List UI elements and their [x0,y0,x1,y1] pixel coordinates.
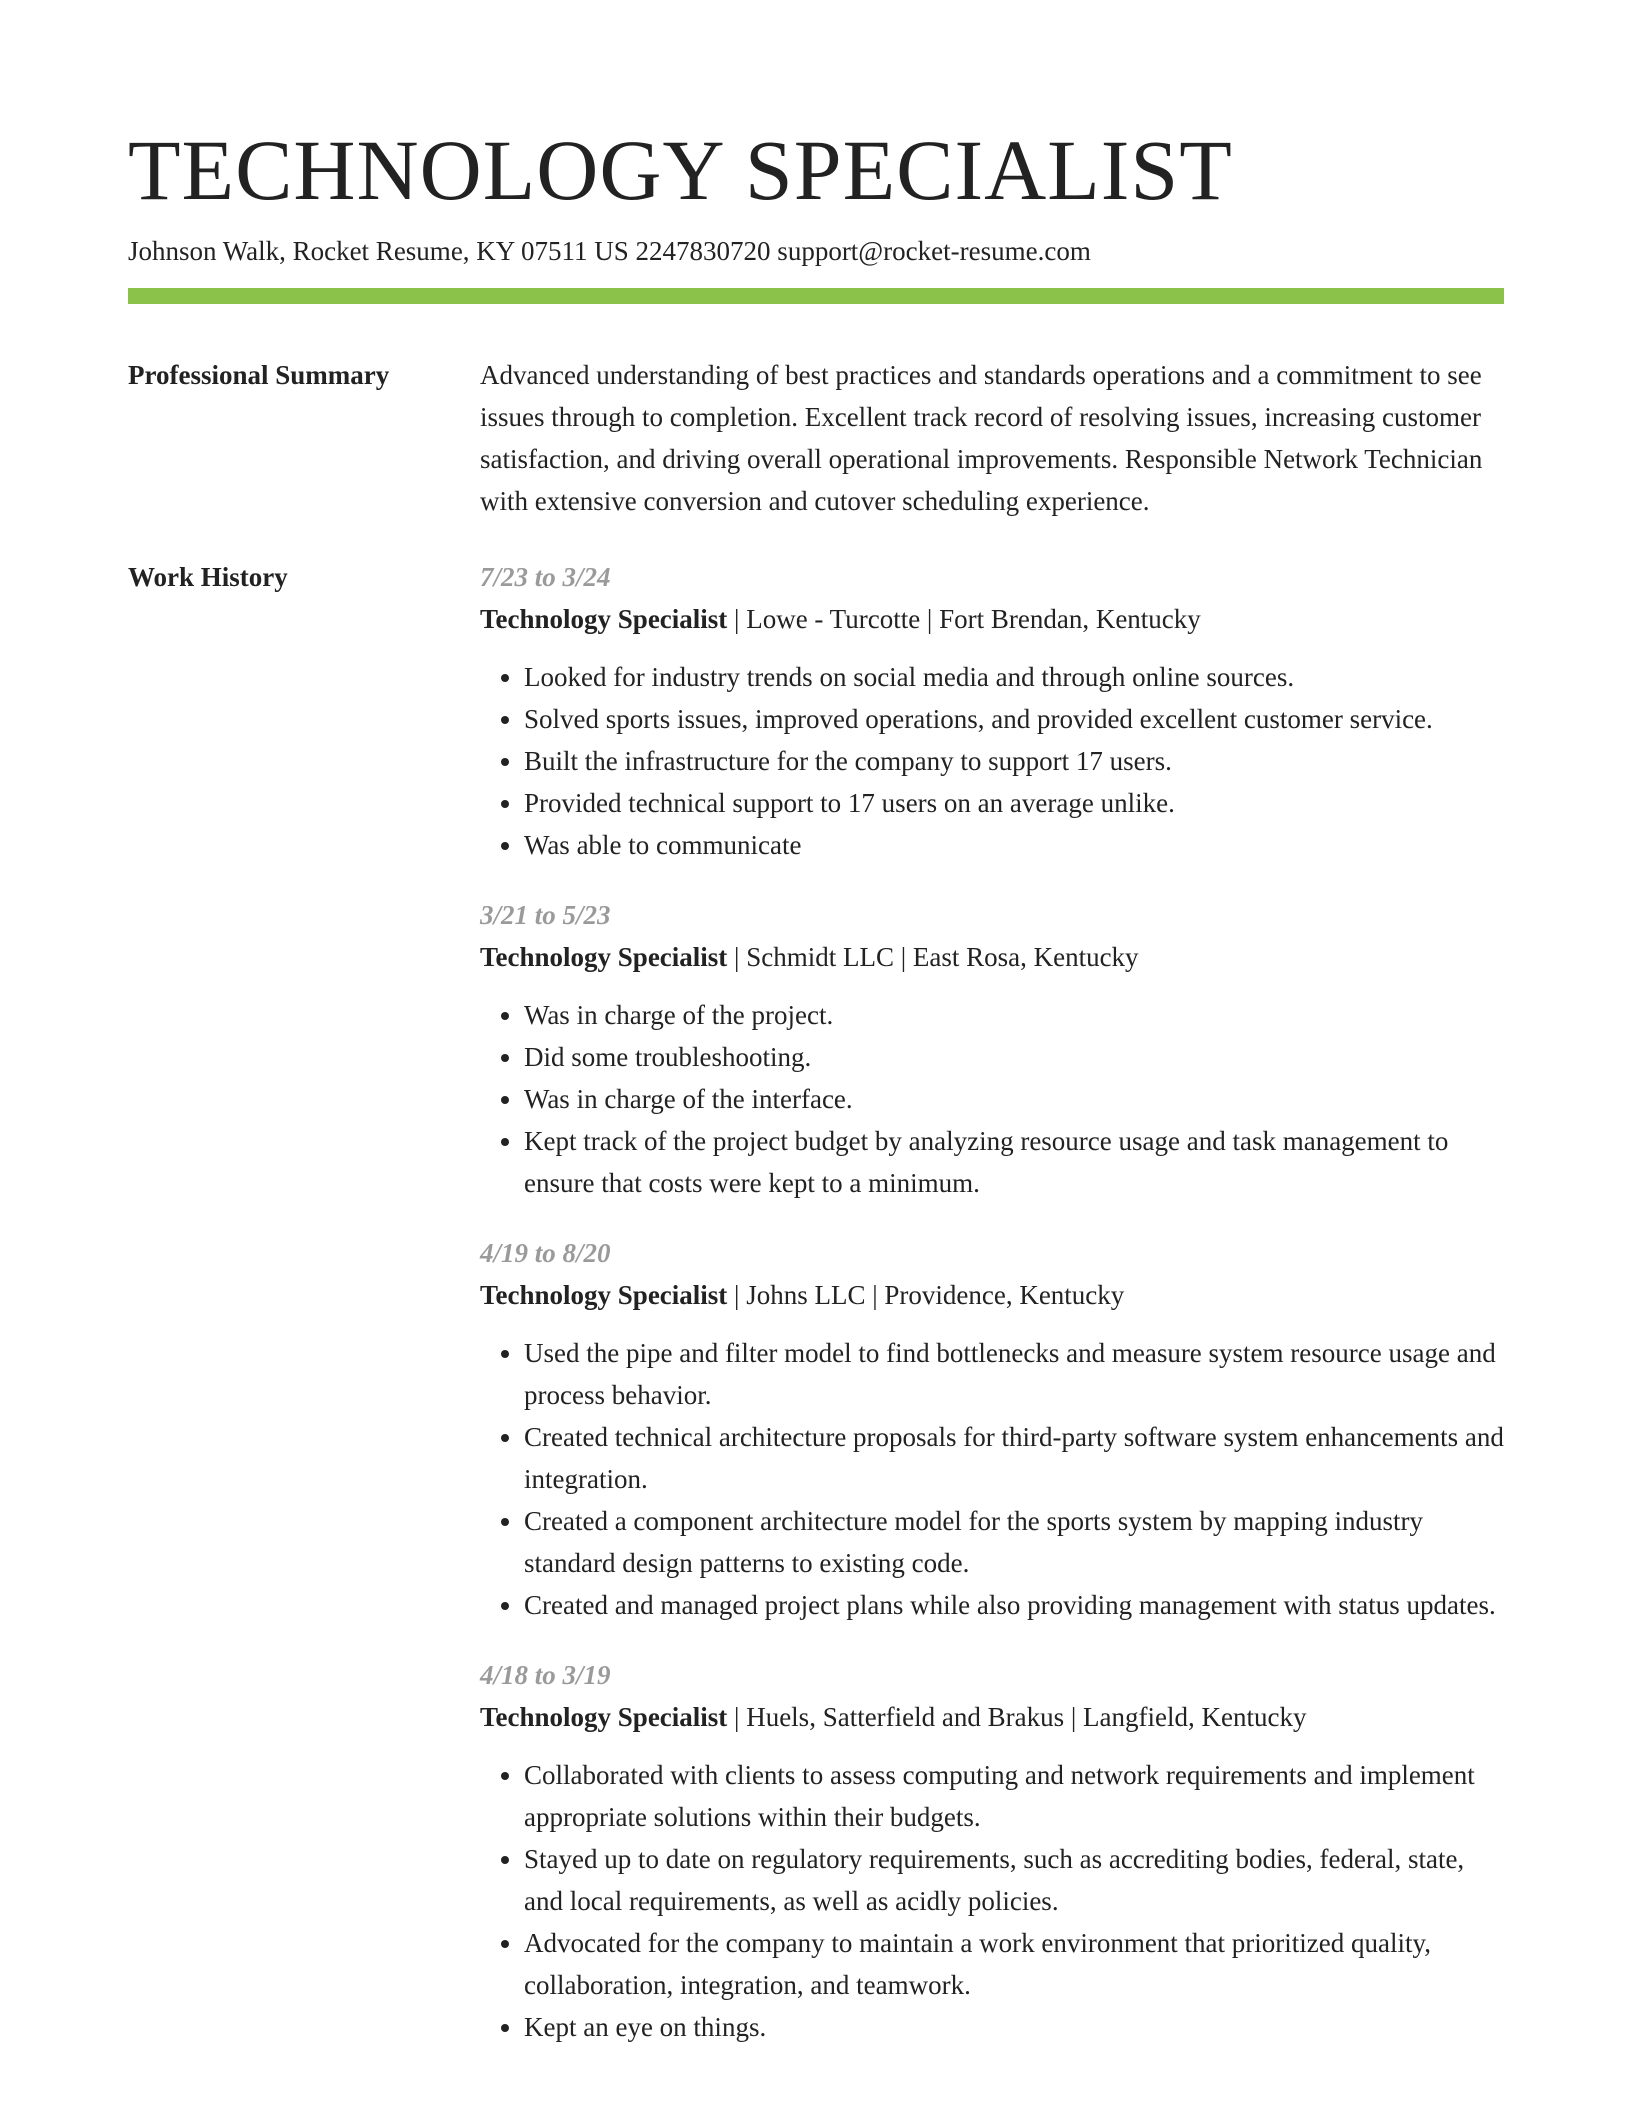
list-item: • Stayed up to date on regulatory requirements, such as accrediting bodies, federal, state, and local requirements, as well as acidly policies. [524,1838,1504,1922]
job-entry [480,1232,1504,1626]
accent-divider [128,288,1504,304]
job-dates: 4/18 to 3/19 [480,1660,611,1690]
job-company-location: | Lowe - Turcotte | Fort Brendan, Kentucky [727,604,1201,634]
job-title-line [480,1274,1504,1316]
list-item: • Kept track of the project budget by analyzing resource usage and task management to ensure that costs were kept to a minimum. [524,1120,1504,1204]
job-dates: 3/21 to 5/23 [480,900,611,930]
job-company-location: | Huels, Satterfield and Brakus | Langfield, Kentucky [727,1702,1307,1732]
list-item: • Collaborated with clients to assess computing and network requirements and implement appropriate solutions within their budgets. [524,1754,1504,1838]
job-bullets [480,656,1504,866]
resume-name: TECHNOLOGY SPECIALIST [128,122,1233,218]
work-history-section [128,556,1504,2048]
job-role: Technology Specialist [480,604,728,634]
section-title: Professional Summary [128,360,390,390]
list-item: • Was in charge of the interface. [524,1078,1504,1120]
list-item: • Created a component architecture model for the sports system by mapping industry standard design patterns to existing code. [524,1500,1504,1584]
list-item: • Was in charge of the project. [524,994,1504,1036]
job-bullets [480,1754,1504,2048]
list-item: • Built the infrastructure for the company to support 17 users. [524,740,1504,782]
job-company-location: | Johns LLC | Providence, Kentucky [727,1280,1125,1310]
job-title-line [480,1696,1504,1738]
list-item: • Advocated for the company to maintain a work environment that prioritized quality, collaboration, integration, and teamwork. [524,1922,1504,2006]
job-role: Technology Specialist [480,942,728,972]
list-item: • Solved sports issues, improved operations, and provided excellent customer service. [524,698,1504,740]
list-item: • Provided technical support to 17 users on an average unlike. [524,782,1504,824]
summary-text: Advanced understanding of best practices and standards operations and a commitment to see issues through to completion. Excellent track record of resolving issues, increasing customer satisfaction, and driving overall operational improvements. Responsible Network Technician with extensive conversion and cutover scheduling experience. [480,360,1483,516]
section-title: Work History [128,562,288,592]
job-bullets [480,1332,1504,1626]
job-bullets [480,994,1504,1204]
list-item: • Kept an eye on things. [524,2006,1504,2048]
job-dates: 4/19 to 8/20 [480,1238,611,1268]
job-title-line [480,598,1504,640]
list-item: • Did some troubleshooting. [524,1036,1504,1078]
job-company-location: | Schmidt LLC | East Rosa, Kentucky [727,942,1139,972]
job-role: Technology Specialist [480,1280,728,1310]
job-dates: 7/23 to 3/24 [480,562,611,592]
job-entry [480,894,1504,1204]
contact-line: Johnson Walk, Rocket Resume, KY 07511 US 2247830720 support@rocket-resume.com [128,236,1091,266]
job-title-line [480,936,1504,978]
job-list [480,556,1504,2048]
list-item: • Was able to communicate [524,824,1504,866]
list-item: • Created and managed project plans while also providing management with status updates. [524,1584,1504,1626]
job-entry [480,556,1504,866]
list-item: • Used the pipe and filter model to find bottlenecks and measure system resource usage and process behavior. [524,1332,1504,1416]
resume-page [128,120,1504,2048]
list-item: • Created technical architecture proposals for third-party software system enhancements and integration. [524,1416,1504,1500]
list-item: • Looked for industry trends on social media and through online sources. [524,656,1504,698]
job-entry [480,1654,1504,2048]
summary-section [128,354,1504,522]
job-role: Technology Specialist [480,1702,728,1732]
